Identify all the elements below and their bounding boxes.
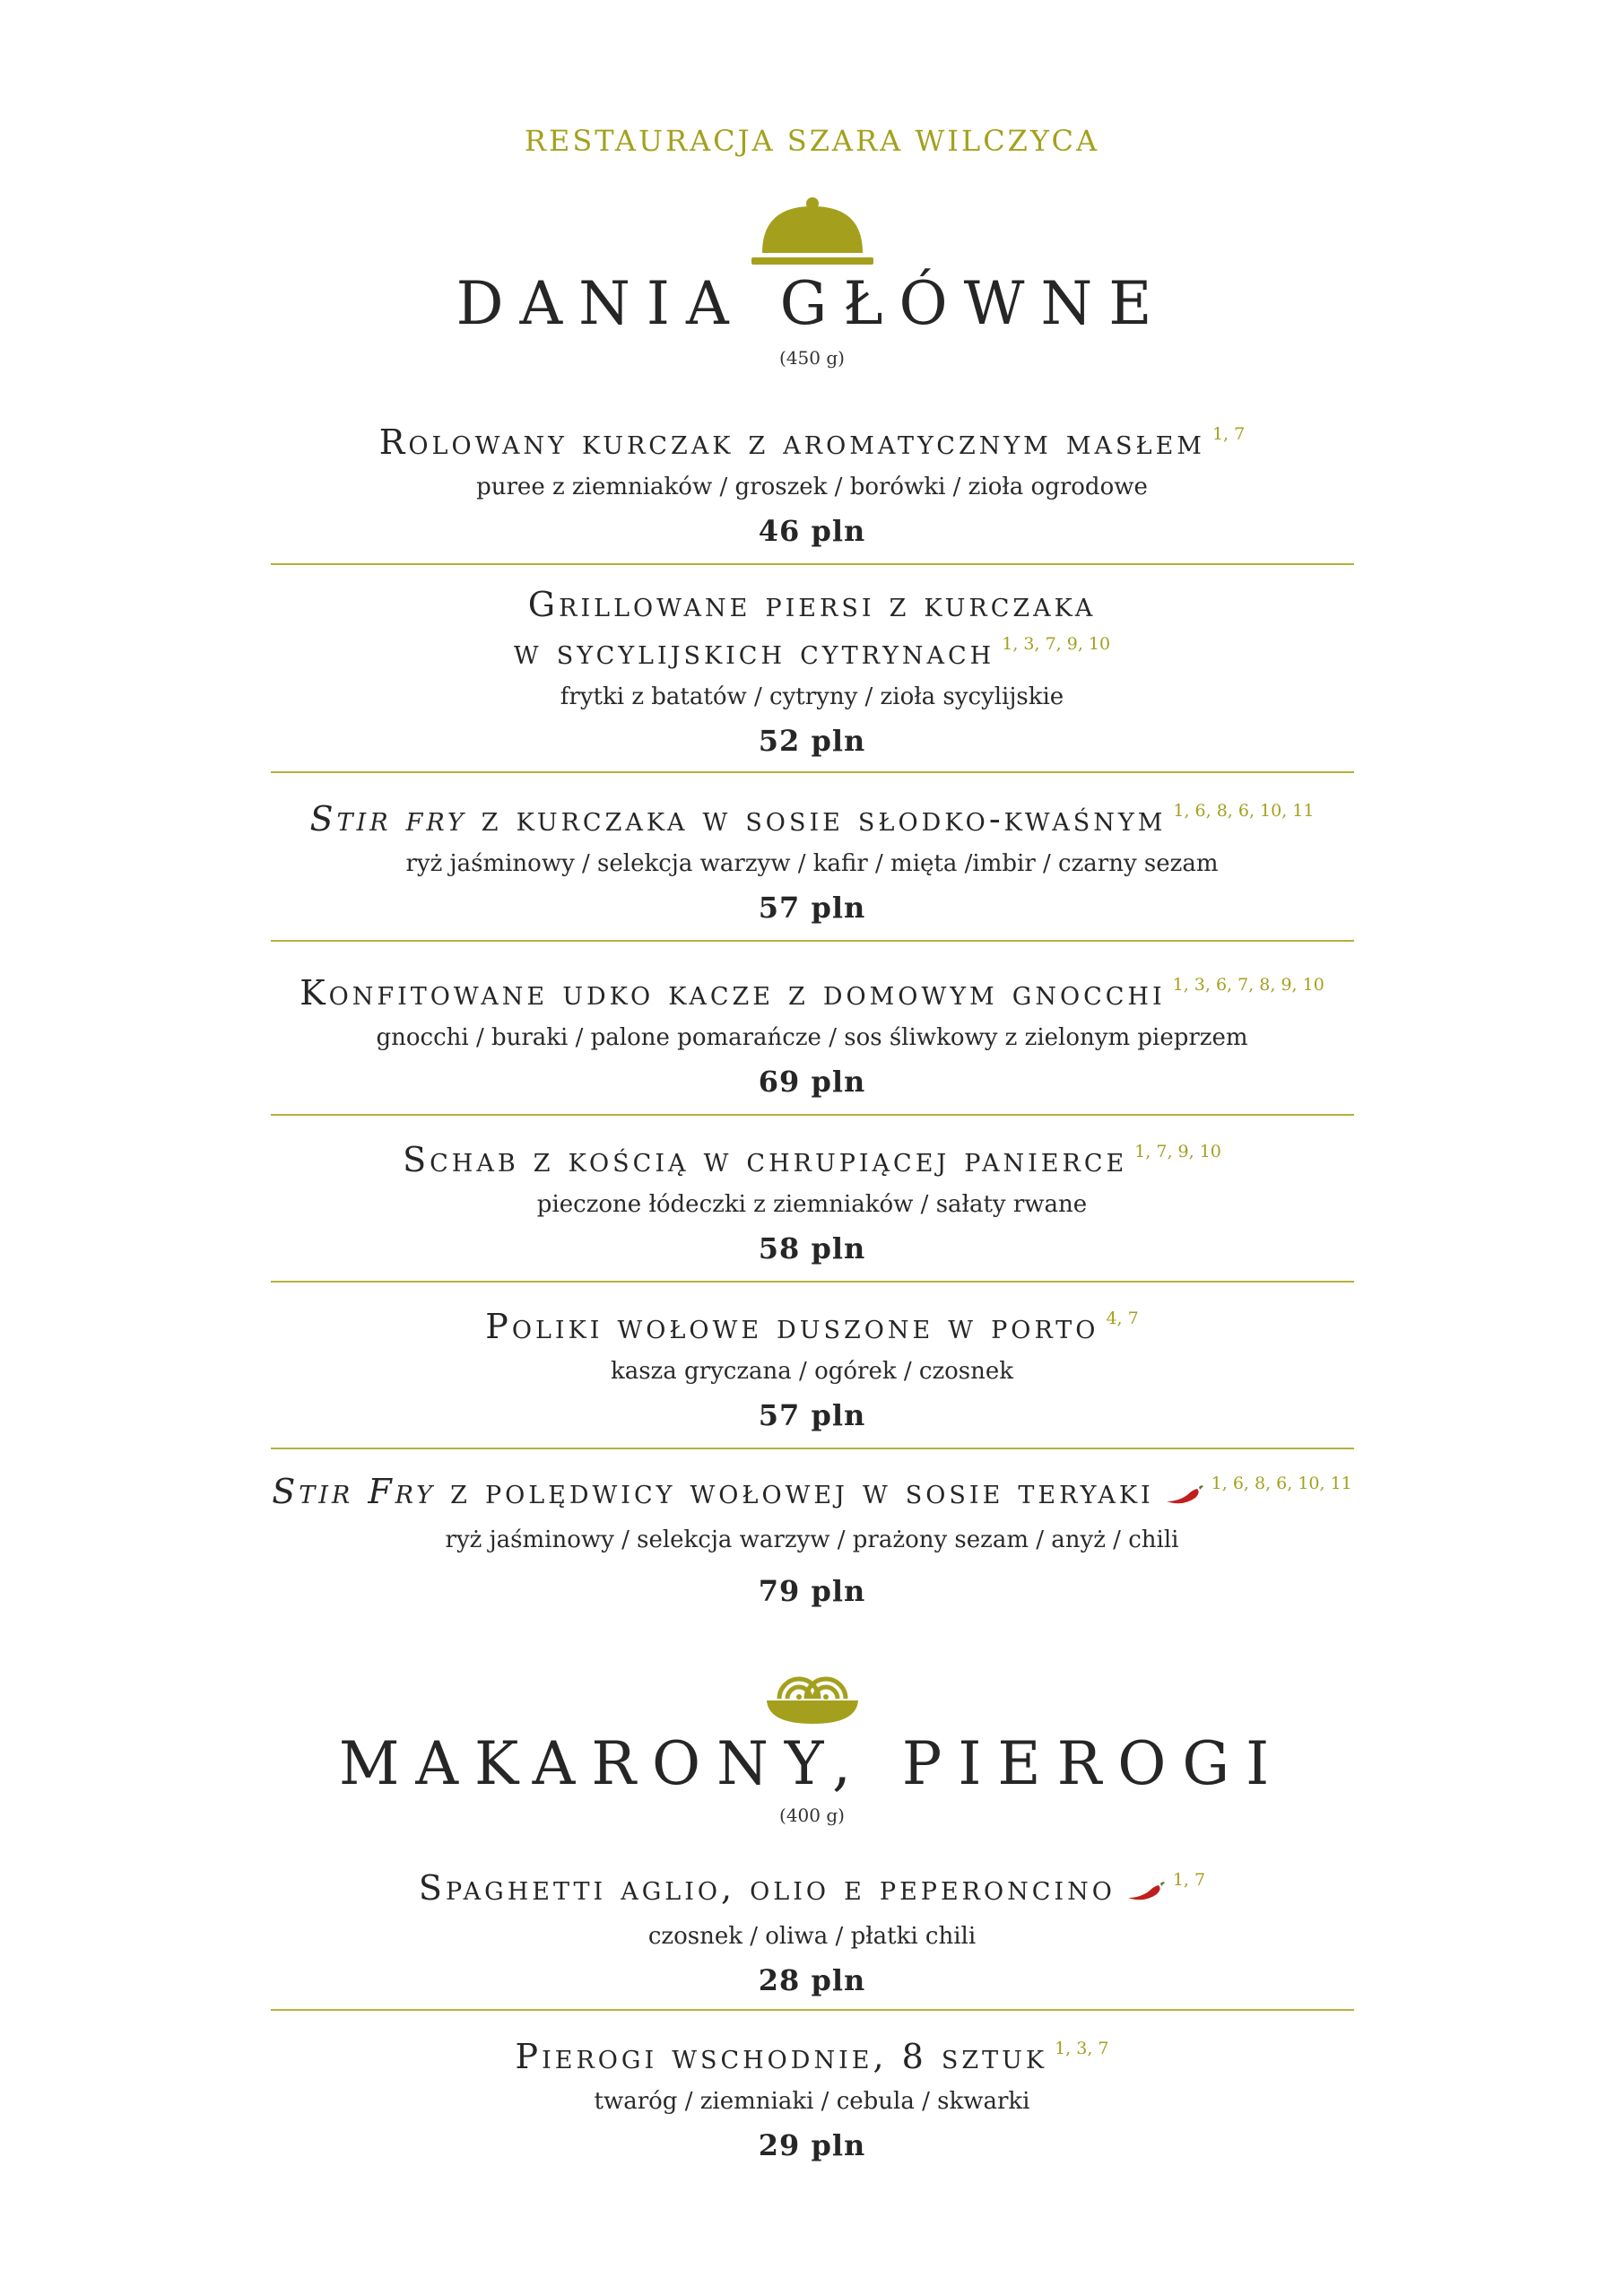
menu-item xyxy=(269,791,1355,925)
dish-name: Pierogi wschodnie, 8 sztuk xyxy=(515,2037,1048,2076)
dish-name-line-1: Grillowane piersi z kurczaka xyxy=(527,585,1097,624)
allergen-codes: 1, 6, 8, 6, 10, 11 xyxy=(1211,1474,1352,1493)
dish-price: 57 pln xyxy=(758,891,866,925)
menu-item xyxy=(269,2029,1355,2162)
dish-price: 52 pln xyxy=(758,724,866,758)
dish-description: ryż jaśminowy / selekcja warzyw / prażony sezam / anyż / chili xyxy=(445,1526,1179,1553)
allergen-codes: 1, 7 xyxy=(1172,1870,1206,1890)
dish-price: 58 pln xyxy=(758,1231,866,1265)
menu-item xyxy=(269,1860,1355,1997)
dish-price: 69 pln xyxy=(758,1065,866,1099)
chili-icon xyxy=(1165,1475,1204,1515)
allergen-codes: 1, 6, 8, 6, 10, 11 xyxy=(1173,801,1315,821)
pasta-bowl-icon xyxy=(0,1665,1624,1731)
divider xyxy=(271,1448,1354,1449)
divider xyxy=(271,1114,1354,1116)
dish-name-lead: Stir fry xyxy=(309,799,467,839)
dish-description: ryż jaśminowy / selekcja warzyw / kafir / mięta /imbir / czarny sezam xyxy=(405,850,1219,877)
dish-description: frytki z batatów / cytryny / zioła sycylijskie xyxy=(560,683,1064,710)
allergen-codes: 1, 3, 6, 7, 8, 9, 10 xyxy=(1172,975,1324,995)
allergen-codes: 1, 7 xyxy=(1211,424,1246,444)
dish-price: 29 pln xyxy=(758,2128,866,2162)
menu-item xyxy=(269,1299,1355,1432)
dish-description: gnocchi / buraki / palone pomarańcze / sos śliwkowy z zielonym pieprzem xyxy=(376,1024,1248,1051)
allergen-codes: 4, 7 xyxy=(1106,1309,1139,1328)
allergen-codes: 1, 7, 9, 10 xyxy=(1134,1142,1221,1161)
dish-name: z kurczaka w sosie słodko-kwaśnym xyxy=(481,799,1167,839)
section-portion-main-dishes: (450 g) xyxy=(779,347,845,369)
dish-name: z polędwicy wołowej w sosie teryaki xyxy=(450,1472,1154,1511)
dish-description: twaróg / ziemniaki / cebula / skwarki xyxy=(594,2088,1030,2115)
section-portion-pasta-pierogi: (400 g) xyxy=(779,1805,845,1826)
dish-description: pieczone łódeczki z ziemniaków / sałaty rwane xyxy=(536,1191,1088,1218)
dish-description: czosnek / oliwa / płatki chili xyxy=(647,1923,977,1950)
dish-name: Poliki wołowe duszone w porto xyxy=(485,1307,1099,1346)
menu-item xyxy=(269,965,1355,1099)
section-title-main-dishes: DANIA GŁÓWNE xyxy=(456,269,1168,338)
menu-item xyxy=(269,414,1355,548)
dish-name: Spaghetti aglio, olio e peperoncino xyxy=(418,1868,1116,1908)
dish-name: Schab z kością w chrupiącej panierce xyxy=(403,1140,1128,1179)
dish-name: Rolowany kurczak z aromatycznym masłem xyxy=(378,422,1205,462)
dish-name: Konfitowane udko kacze z domowym gnocchi xyxy=(300,973,1166,1013)
section-title-pasta-pierogi: MAKARONY, PIEROGI xyxy=(338,1729,1286,1798)
allergen-codes: 1, 3, 7 xyxy=(1055,2039,1109,2058)
cloche-icon xyxy=(0,196,1624,273)
dish-name-line-2: w sycylijskich cytrynach xyxy=(513,632,995,672)
dish-price: 46 pln xyxy=(758,514,866,548)
divider xyxy=(271,940,1354,942)
dish-price: 79 pln xyxy=(758,1574,866,1608)
divider xyxy=(271,1281,1354,1283)
restaurant-name: RESTAURACJA SZARA WILCZYCA xyxy=(524,124,1100,158)
dish-description: puree z ziemniaków / groszek / borówki / zioła ogrodowe xyxy=(476,474,1148,500)
divider xyxy=(271,2009,1354,2011)
divider xyxy=(271,563,1354,565)
allergen-codes: 1, 3, 7, 9, 10 xyxy=(1002,634,1111,654)
menu-item xyxy=(269,1132,1355,1265)
chili-icon xyxy=(1126,1872,1166,1911)
menu-item xyxy=(269,585,1355,758)
divider xyxy=(271,771,1354,773)
dish-description: kasza gryczana / ogórek / czosnek xyxy=(610,1358,1014,1385)
dish-price: 57 pln xyxy=(758,1398,866,1432)
dish-price: 28 pln xyxy=(758,1963,866,1997)
menu-item xyxy=(269,1464,1355,1608)
dish-name-lead: Stir Fry xyxy=(272,1472,437,1511)
